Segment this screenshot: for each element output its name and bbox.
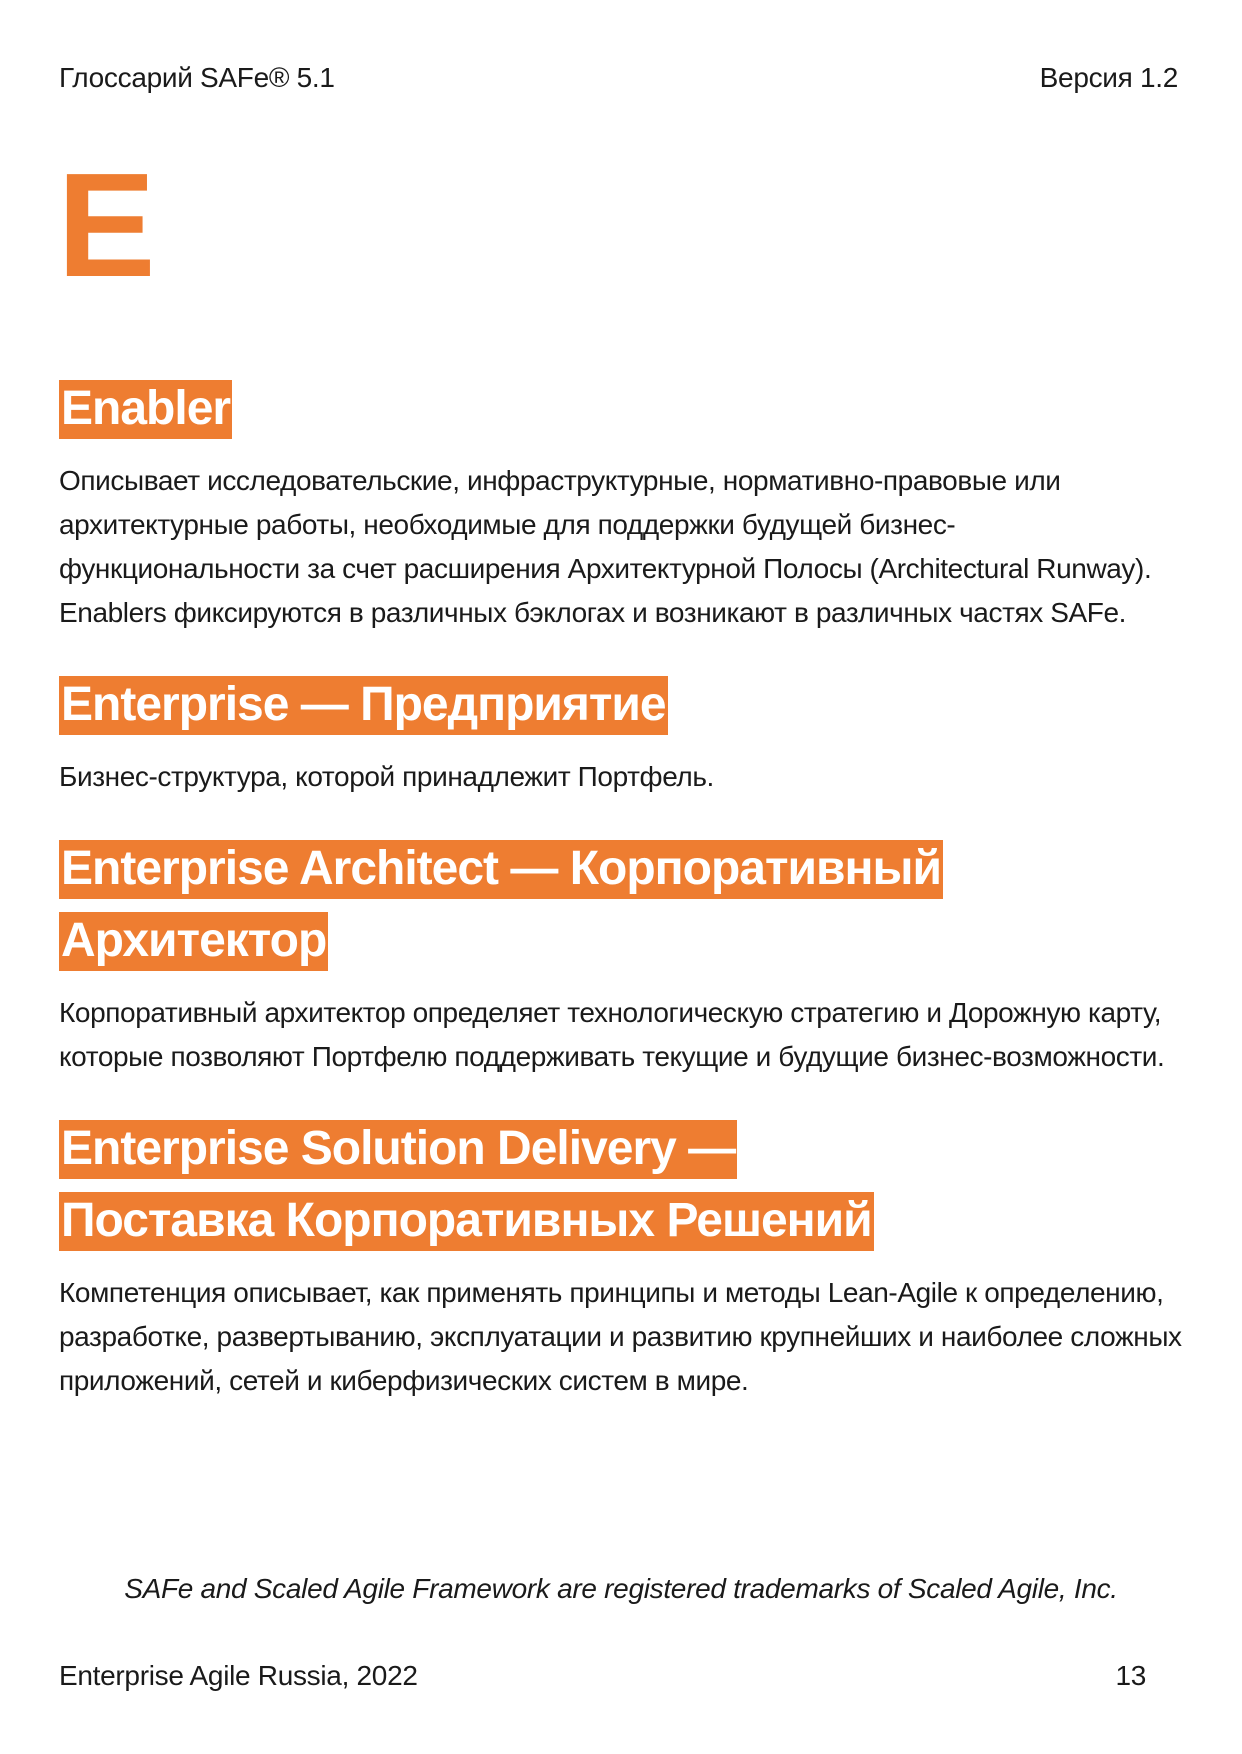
entry-definition: Бизнес-структура, которой принадлежит Портфель. — [59, 761, 714, 792]
glossary-entry-enabler — [59, 373, 1189, 635]
entry-term-text: Enabler — [59, 380, 232, 439]
entry-definition: Описывает исследовательские, инфраструктурные, нормативно-правовые или архитектурные работы, необходимые для поддержки будущей бизнес-функциональности за счет расширения Архитектурной Полосы (Architectural Runway). Enablers фиксируются в различных бэклогах и возникают в различных частях SAFe. — [59, 465, 1152, 628]
entry-term-text: Enterprise — Предприятие — [59, 676, 668, 735]
header-version: Версия 1.2 — [1039, 62, 1178, 93]
glossary-entry-enterprise-solution-delivery — [59, 1113, 1189, 1403]
page-number: 13 — [1115, 1660, 1146, 1691]
entry-term — [59, 833, 1189, 977]
header-title: Глоссарий SAFe® 5.1 — [59, 62, 335, 93]
glossary-entries — [59, 373, 1189, 1403]
entry-term-text: Enterprise Architect — Корпоративный Архитектор — [59, 840, 943, 971]
entry-definition: Корпоративный архитектор определяет технологическую стратегию и Дорожную карту, которые позволяют Портфелю поддерживать текущие и будущие бизнес-возможности. — [59, 997, 1165, 1072]
glossary-entry-enterprise-architect — [59, 833, 1189, 1079]
trademark-note: SAFe and Scaled Agile Framework are registered trademarks of Scaled Agile, Inc. — [124, 1573, 1118, 1604]
entry-term-text: Enterprise Solution Delivery — Поставка Корпоративных Решений — [59, 1120, 874, 1251]
section-letter: E — [57, 143, 154, 308]
entry-term — [59, 1113, 959, 1257]
entry-term — [59, 373, 1189, 445]
footer-publisher: Enterprise Agile Russia, 2022 — [59, 1660, 418, 1691]
entry-term — [59, 669, 1189, 741]
glossary-entry-enterprise — [59, 669, 1189, 799]
entry-definition: Компетенция описывает, как применять принципы и методы Lean-Agile к определению, разработке, развертыванию, эксплуатации и развитию крупнейших и наиболее сложных приложений, сетей и киберфизических систем в мире. — [59, 1277, 1182, 1396]
